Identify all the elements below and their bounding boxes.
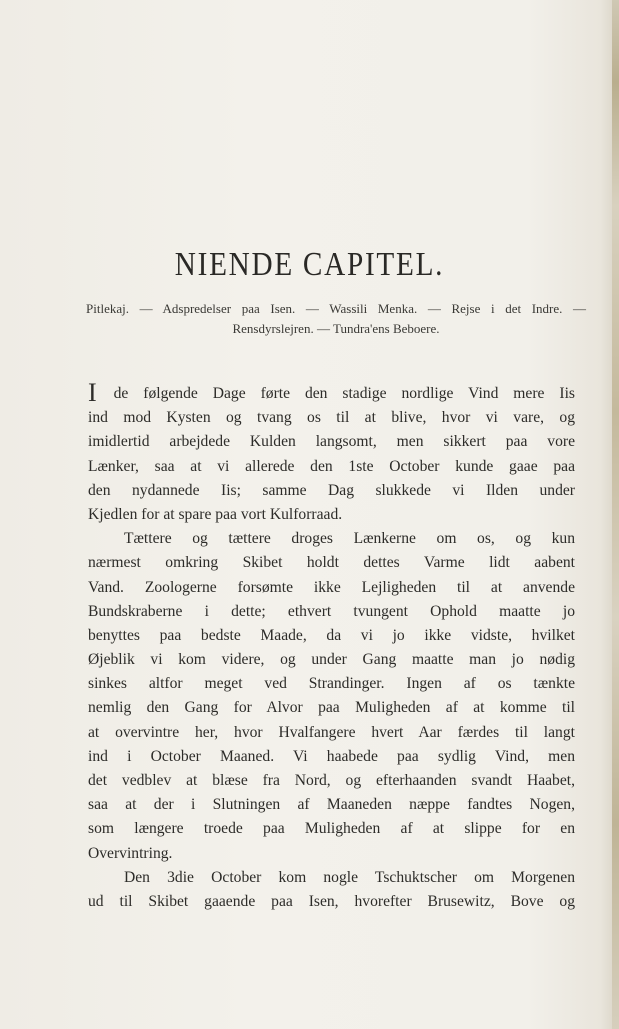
chapter-summary (86, 299, 586, 339)
text-line-5: den nydannede Iis; samme Dag slukkede vi Ilden under (88, 481, 575, 499)
text-line-11: benyttes paa bedste Maade, da vi jo ikke vidste, hvilket (88, 626, 575, 644)
text-line-12: Øjeblik vi kom videre, og under Gang maatte man jo nødig (88, 651, 575, 669)
drop-cap: I (88, 378, 97, 407)
chapter-title: NIENDE CAPITEL. (174, 246, 445, 283)
text-line-15: at overvintre her, hvor Hvalfangere hvert Aar færdes til langt (88, 723, 575, 741)
text-line-19: som længere troede paa Muligheden af at slippe for en (88, 820, 575, 838)
page-edge (612, 0, 619, 1029)
text-line-7: Tættere og tættere droges Lænkerne om os, og kun (124, 530, 575, 548)
summary-line-2: Rensdyrslejren. — Tundra'ens Beboere. (232, 321, 440, 336)
text-line-8: nærmest omkring Skibet holdt dettes Varme lidt aabent (88, 554, 575, 572)
text-line-13: sinkes altfor meget ved Strandinger. Ingen af os tænkte (88, 675, 575, 693)
text-line-1 (88, 378, 575, 407)
text-line-1-rest: de følgende Dage førte den stadige nordlige Vind mere Iis (98, 385, 575, 402)
body-text (88, 378, 575, 914)
text-line-2: ind mod Kysten og tvang os til at blive, hvor vi vare, og (88, 409, 575, 427)
text-line-21: Den 3die October kom nogle Tschuktscher om Morgenen (124, 868, 575, 886)
text-line-6: Kjedlen for at spare paa vort Kulforraad. (88, 505, 343, 523)
text-line-10: Bundskraberne i dette; ethvert tvungent Ophold maatte jo (88, 602, 575, 620)
text-line-4: Lænker, saa at vi allerede den 1ste October kunde gaae paa (88, 457, 575, 475)
text-line-3: imidlertid arbejdede Kulden langsomt, men sikkert paa vore (88, 433, 575, 451)
text-line-22: ud til Skibet gaaende paa Isen, hvorefter Brusewitz, Bove og (88, 892, 575, 910)
text-line-16: ind i October Maaned. Vi haabede paa sydlig Vind, men (88, 747, 575, 765)
text-line-14: nemlig den Gang for Alvor paa Muligheden af at komme til (88, 699, 575, 717)
summary-line-1: Pitlekaj. — Adspredelser paa Isen. — Wassili Menka. — Rejse i det Indre. — (86, 301, 586, 316)
text-line-18: saa at der i Slutningen af Maaneden næppe fandtes Nogen, (88, 796, 575, 814)
text-line-17: det vedblev at blæse fra Nord, og efterhaanden svandt Haabet, (88, 772, 575, 789)
text-line-20: Overvintring. (88, 844, 173, 862)
text-line-9: Vand. Zoologerne forsømte ikke Lejligheden til at anvende (88, 578, 575, 596)
